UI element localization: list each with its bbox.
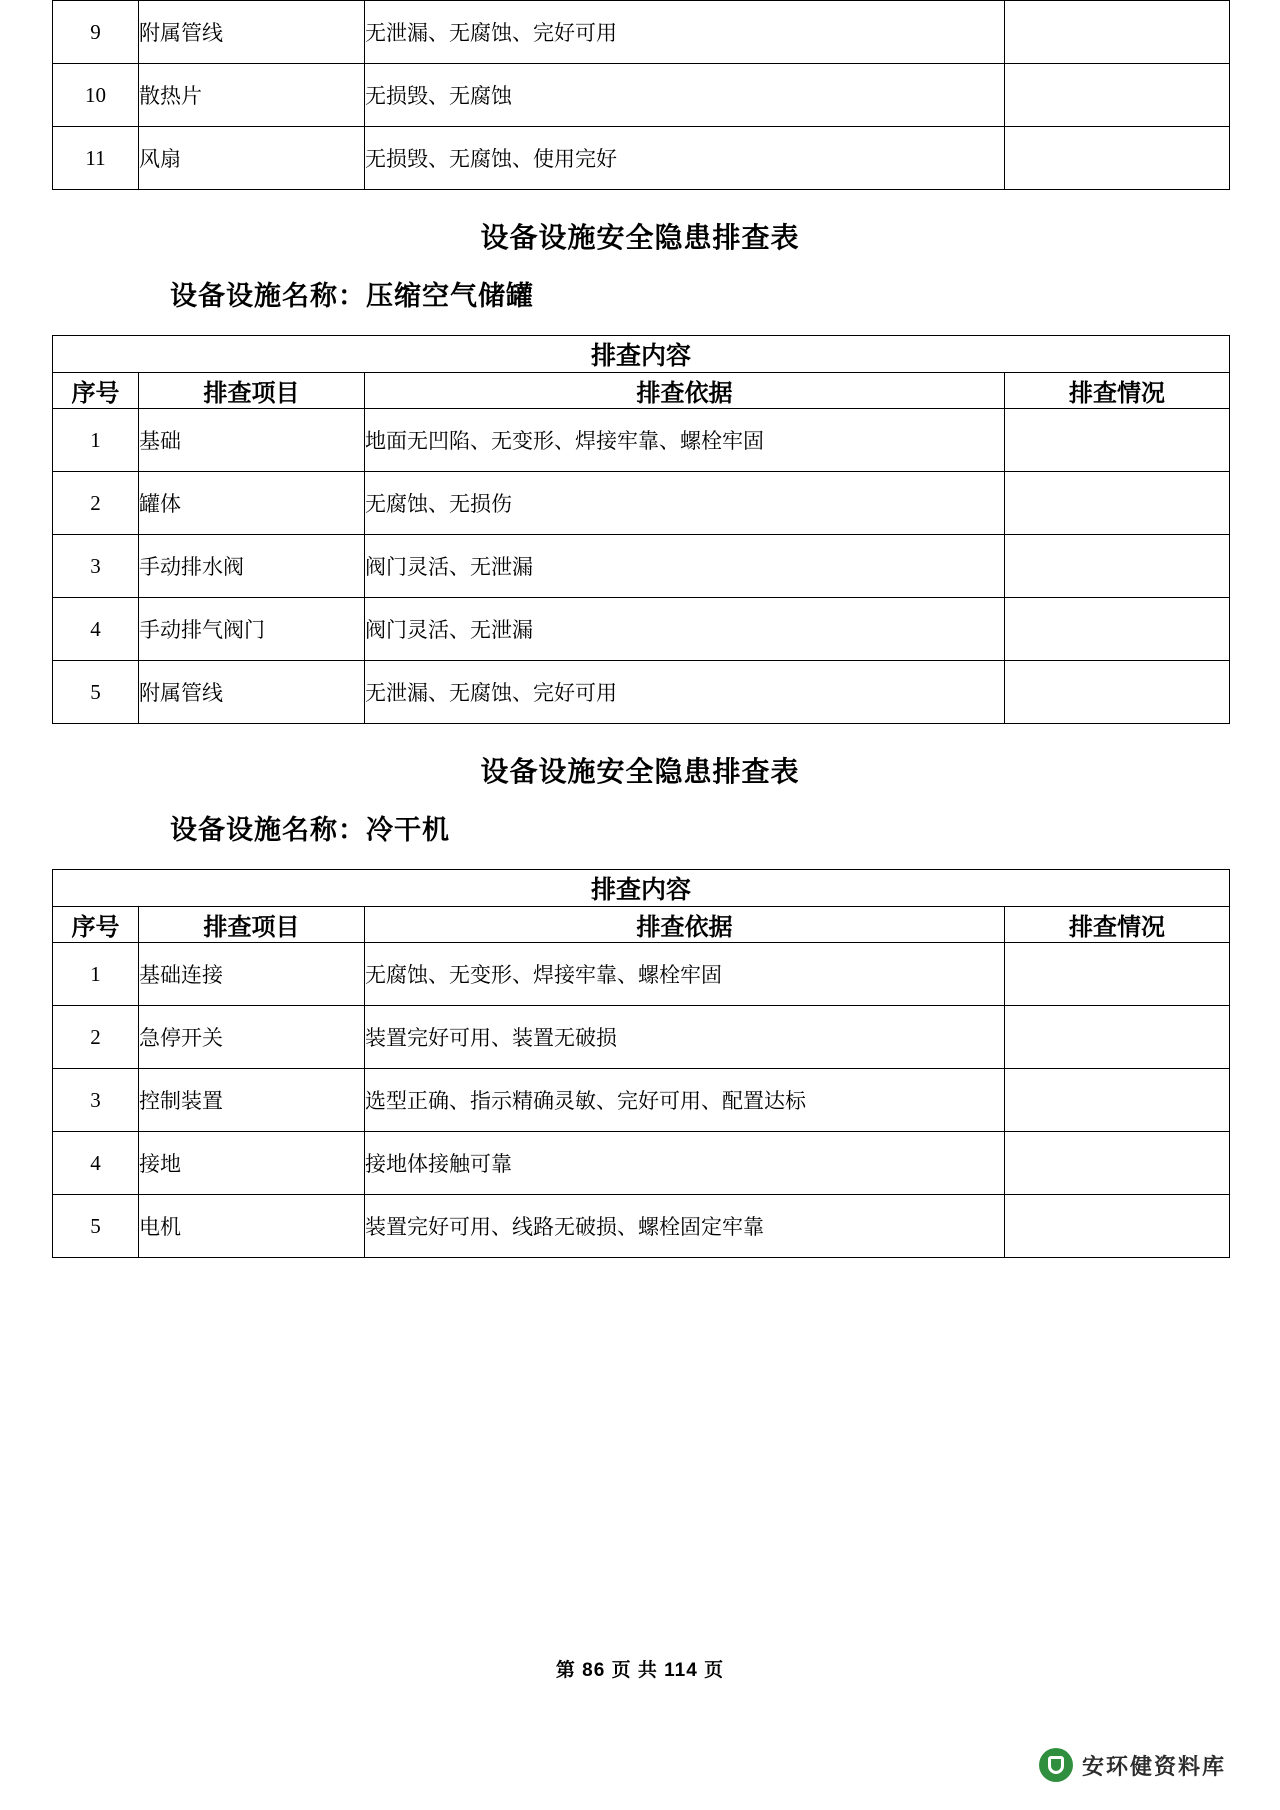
table-row: [53, 127, 1230, 190]
row-basis: 装置完好可用、线路无破损、螺栓固定牢靠: [365, 1195, 1005, 1258]
row-item: 基础连接: [139, 943, 365, 1006]
inspection-table-air-tank: [52, 335, 1230, 724]
row-item: 手动排气阀门: [139, 598, 365, 661]
column-header-item: 排查项目: [139, 907, 365, 943]
row-item: 罐体: [139, 472, 365, 535]
row-number: 11: [53, 127, 139, 190]
section-title: 设备设施安全隐患排查表: [480, 757, 800, 788]
table-row: [53, 535, 1230, 598]
row-result: [1005, 1, 1230, 64]
row-item: 附属管线: [139, 1, 365, 64]
row-result: [1005, 64, 1230, 127]
row-item: 手动排水阀: [139, 535, 365, 598]
row-result: [1005, 598, 1230, 661]
row-number: 3: [53, 535, 139, 598]
table-row: [53, 64, 1230, 127]
row-item: 基础: [139, 409, 365, 472]
table-header-row: [53, 907, 1230, 943]
row-result: [1005, 1195, 1230, 1258]
inspection-table-dryer: [52, 869, 1230, 1258]
table-row: [53, 1132, 1230, 1195]
row-basis: 无腐蚀、无损伤: [365, 472, 1005, 535]
table-banner: 排查内容: [53, 870, 1230, 907]
row-number: 2: [53, 472, 139, 535]
row-result: [1005, 1006, 1230, 1069]
table-row: [53, 1069, 1230, 1132]
table-header-row: [53, 373, 1230, 409]
watermark-text: 安环健资料库: [1081, 1753, 1226, 1779]
column-header-result: 排查情况: [1005, 907, 1230, 943]
table-row: [53, 598, 1230, 661]
row-result: [1005, 943, 1230, 1006]
row-result: [1005, 535, 1230, 598]
watermark-logo-icon: [1039, 1748, 1073, 1782]
table-row: [53, 1006, 1230, 1069]
column-header-no: 序号: [53, 373, 139, 409]
row-number: 5: [53, 661, 139, 724]
row-result: [1005, 661, 1230, 724]
row-result: [1005, 127, 1230, 190]
row-basis: 阀门灵活、无泄漏: [365, 598, 1005, 661]
watermark: [1039, 1748, 1226, 1782]
row-number: 3: [53, 1069, 139, 1132]
row-basis: 装置完好可用、装置无破损: [365, 1006, 1005, 1069]
row-basis: 无损毁、无腐蚀: [365, 64, 1005, 127]
row-basis: 地面无凹陷、无变形、焊接牢靠、螺栓牢固: [365, 409, 1005, 472]
row-basis: 无泄漏、无腐蚀、完好可用: [365, 661, 1005, 724]
row-basis: 选型正确、指示精确灵敏、完好可用、配置达标: [365, 1069, 1005, 1132]
row-number: 5: [53, 1195, 139, 1258]
row-item: 控制装置: [139, 1069, 365, 1132]
row-item: 风扇: [139, 127, 365, 190]
table-row: [53, 409, 1230, 472]
table-row: [53, 661, 1230, 724]
row-result: [1005, 472, 1230, 535]
row-basis: 阀门灵活、无泄漏: [365, 535, 1005, 598]
row-number: 4: [53, 1132, 139, 1195]
row-number: 10: [53, 64, 139, 127]
table-row: [53, 943, 1230, 1006]
table-row: [53, 1, 1230, 64]
table-banner: 排查内容: [53, 336, 1230, 373]
row-number: 1: [53, 943, 139, 1006]
row-number: 9: [53, 1, 139, 64]
row-number: 1: [53, 409, 139, 472]
row-basis: 无泄漏、无腐蚀、完好可用: [365, 1, 1005, 64]
row-item: 急停开关: [139, 1006, 365, 1069]
column-header-basis: 排查依据: [365, 373, 1005, 409]
row-number: 2: [53, 1006, 139, 1069]
column-header-basis: 排查依据: [365, 907, 1005, 943]
page-footer: 第 86 页 共 114 页: [555, 1660, 725, 1681]
row-item: 接地: [139, 1132, 365, 1195]
row-item: 附属管线: [139, 661, 365, 724]
row-item: 电机: [139, 1195, 365, 1258]
equipment-name: 设备设施名称：冷干机: [170, 815, 450, 845]
column-header-no: 序号: [53, 907, 139, 943]
column-header-item: 排查项目: [139, 373, 365, 409]
equipment-name: 设备设施名称：压缩空气储罐: [170, 281, 534, 311]
continued-inspection-table: [52, 0, 1230, 190]
table-banner-row: [53, 870, 1230, 907]
row-number: 4: [53, 598, 139, 661]
table-row: [53, 472, 1230, 535]
row-item: 散热片: [139, 64, 365, 127]
row-result: [1005, 1132, 1230, 1195]
row-result: [1005, 1069, 1230, 1132]
table-row: [53, 1195, 1230, 1258]
row-basis: 接地体接触可靠: [365, 1132, 1005, 1195]
row-basis: 无损毁、无腐蚀、使用完好: [365, 127, 1005, 190]
row-result: [1005, 409, 1230, 472]
table-banner-row: [53, 336, 1230, 373]
section-title: 设备设施安全隐患排查表: [480, 223, 800, 254]
column-header-result: 排查情况: [1005, 373, 1230, 409]
row-basis: 无腐蚀、无变形、焊接牢靠、螺栓牢固: [365, 943, 1005, 1006]
